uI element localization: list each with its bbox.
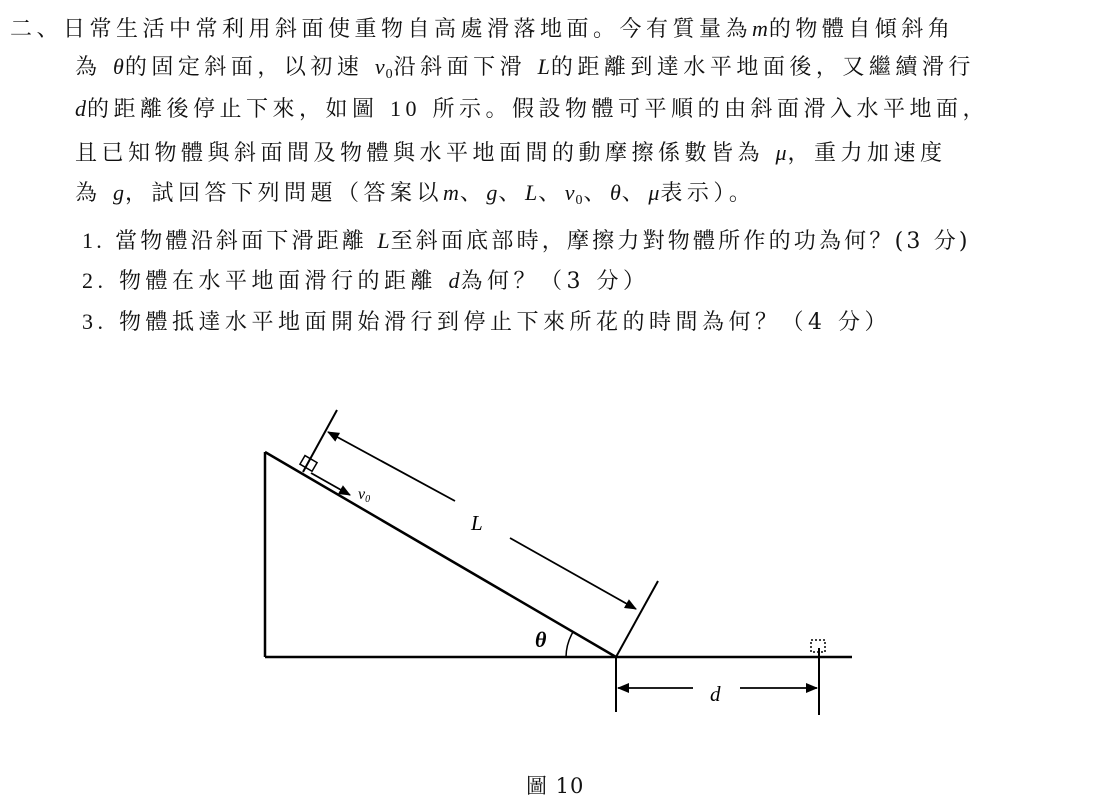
question-text: 為何？（3 分）: [460, 269, 650, 294]
var-d: d: [75, 96, 87, 121]
var-v: v: [564, 180, 576, 205]
question-text: 當物體沿斜面下滑距離: [115, 229, 378, 254]
text-fragment: 的固定斜面，以初速: [124, 55, 375, 80]
text-fragment: 的距離後停止下來，如圖: [87, 97, 390, 122]
text-fragment: 沿斜面下滑: [393, 55, 538, 80]
question-number: 1.: [82, 228, 105, 253]
L-label: L: [471, 511, 483, 535]
separator: 、: [583, 181, 610, 206]
L-extension-top: [303, 410, 337, 472]
var-sub: 0: [385, 67, 394, 82]
incline-slope: [265, 452, 616, 657]
separator: 、: [498, 181, 525, 206]
v0-label: v0: [358, 486, 371, 505]
theta-arc: [566, 632, 573, 657]
text-fragment: ，試回答下列問題（答案以: [125, 181, 444, 206]
var-L: L: [377, 228, 391, 253]
text-fragment: 為: [75, 181, 113, 206]
var-L: L: [537, 54, 551, 79]
var-sub: 0: [575, 193, 584, 208]
var-theta: θ: [113, 54, 125, 79]
text-fragment: 的物體自傾斜角: [768, 17, 955, 42]
var-v: v: [374, 54, 386, 79]
var-m: m: [752, 16, 769, 41]
L-arrow-upper: [328, 432, 455, 501]
var-d: d: [448, 268, 461, 293]
var-g: g: [113, 180, 125, 205]
L-extension-bottom: [616, 581, 658, 657]
var-L: L: [524, 180, 539, 205]
question-text: 物體抵達水平地面開始滑行到停止下來所花的時間為何？（4 分）: [119, 310, 891, 335]
separator: 、: [538, 181, 565, 206]
question-text: 至斜面底部時，摩擦力對物體所作的功為何？(3 分): [390, 229, 971, 254]
figure-ref: 10: [390, 96, 421, 121]
var-mu: μ: [775, 140, 788, 165]
text-fragment: 所示。假設物體可平順的由斜面滑入水平地面，: [421, 97, 989, 122]
question-number: 2.: [82, 268, 108, 293]
var-g: g: [486, 180, 499, 205]
d-label: d: [710, 682, 721, 706]
var-theta: θ: [609, 180, 622, 205]
text-fragment: ，重力加速度: [787, 141, 947, 166]
text-fragment: 的距離到達水平地面後，又繼續滑行: [550, 55, 975, 80]
question-text: 物體在水平地面滑行的距離: [119, 269, 449, 294]
text-fragment: 表示）。: [660, 181, 756, 206]
L-arrow-lower: [510, 538, 636, 609]
question-number: 3.: [82, 309, 108, 334]
problem-number: 二、: [10, 17, 64, 42]
theta-label: θ: [535, 627, 547, 652]
separator: 、: [459, 181, 487, 206]
text-fragment: 日常生活中常利用斜面使重物自高處滑落地面。今有質量為: [63, 17, 753, 42]
text-fragment: 為: [75, 55, 113, 80]
text-fragment: 且已知物體與斜面間及物體與水平地面間的動摩擦係數皆為: [75, 141, 776, 166]
separator: 、: [621, 181, 649, 206]
figure-caption: 圖 10: [526, 774, 585, 798]
var-m: m: [443, 180, 460, 205]
var-mu: μ: [648, 180, 661, 205]
